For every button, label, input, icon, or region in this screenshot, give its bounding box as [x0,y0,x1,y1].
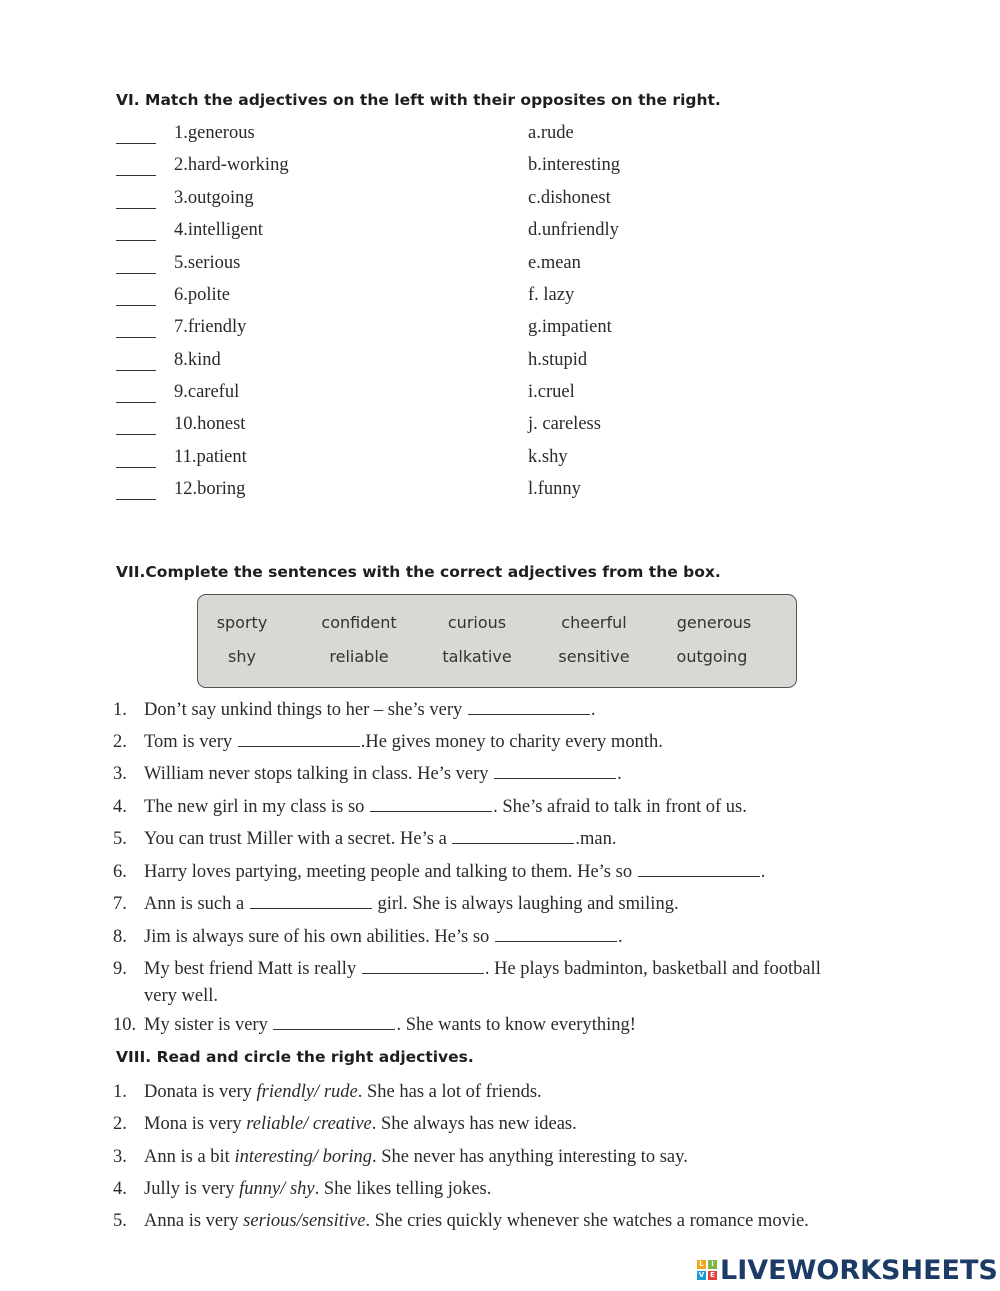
box-word: confident [321,613,397,632]
right-adjective: d.unfriendly [528,220,619,240]
sentence-text: Ann is a bit [144,1147,235,1167]
sentence [144,829,617,850]
box-word: cheerful [561,613,627,632]
right-adjective: b.interesting [528,155,620,175]
left-adjective: 2.hard-working [174,155,289,175]
section-8-heading: VIII. Read and circle the right adjectives. [116,1048,474,1066]
answer-blank[interactable] [116,142,156,144]
sentence-number: 6. [113,862,127,882]
box-word: sporty [216,613,268,632]
item-number: 5. [113,1211,127,1231]
circle-sentence [144,1082,542,1103]
fill-blank[interactable] [452,829,574,844]
sentence [144,700,596,721]
sentence-text: Harry loves partying, meeting people and talking to them. He’s so [144,862,637,882]
section-7-heading: VII.Complete the sentences with the correct adjectives from the box. [116,563,721,581]
item-number: 3. [113,1147,127,1167]
answer-blank[interactable] [116,207,156,209]
fill-blank[interactable] [273,1015,395,1030]
sentence-text: .He gives money to charity every month. [360,732,663,752]
left-adjective: 8.kind [174,350,221,370]
sentence [144,797,747,818]
sentence-text: .man. [575,829,617,849]
logo-text: LIVEWORKSHEETS [720,1254,998,1286]
right-adjective: i.cruel [528,382,575,402]
box-word: curious [447,613,507,632]
adjective-options[interactable]: friendly/ rude [256,1082,358,1102]
sentence-text: . [590,700,596,720]
sentence-number: 8. [113,927,127,947]
box-word: outgoing [676,647,748,666]
sentence-number: 9. [113,959,127,979]
circle-sentence [144,1211,809,1232]
left-adjective: 12.boring [174,479,246,499]
item-number: 1. [113,1082,127,1102]
answer-blank[interactable] [116,401,156,403]
logo-mark-icon [697,1260,717,1280]
sentence-number: 3. [113,764,127,784]
left-adjective: 5.serious [174,253,241,273]
sentence-number: 7. [113,894,127,914]
right-adjective: g.impatient [528,317,612,337]
word-box [197,594,797,688]
sentence-text: Mona is very [144,1114,247,1134]
circle-sentence [144,1114,577,1135]
sentence-text: Jim is always sure of his own abilities. He’s so [144,927,494,947]
adjective-options[interactable]: serious/sensitive [243,1211,366,1231]
logo-mark-tile: V [698,1271,705,1279]
answer-blank[interactable] [116,466,156,468]
item-number: 4. [113,1179,127,1199]
sentence [144,894,679,915]
box-word: sensitive [558,647,630,666]
fill-blank[interactable] [494,764,616,779]
right-adjective: k.shy [528,447,568,467]
section-6-heading: VI. Match the adjectives on the left with their opposites on the right. [116,91,721,109]
fill-blank[interactable] [362,959,484,974]
sentence [144,862,765,883]
answer-blank[interactable] [116,239,156,241]
box-word: reliable [329,647,389,666]
sentence-continuation: very well. [144,986,218,1006]
right-adjective: a.rude [528,123,574,143]
answer-blank[interactable] [116,304,156,306]
sentence-text: . She has a lot of friends. [357,1082,542,1102]
sentence-number: 4. [113,797,127,817]
adjective-options[interactable]: reliable/ creative [246,1114,372,1134]
sentence-text: Tom is very [144,732,237,752]
box-word: generous [676,613,752,632]
sentence-text: My sister is very [144,1015,273,1035]
sentence [144,927,623,948]
sentence-text: girl. She is always laughing and smiling. [372,894,679,914]
fill-blank[interactable] [468,700,590,715]
sentence-text: Anna is very [144,1211,244,1231]
right-adjective: e.mean [528,253,581,273]
left-adjective: 1.generous [174,123,255,143]
sentence-text: Ann is such a [144,894,249,914]
right-adjective: l.funny [528,479,581,499]
fill-blank[interactable] [370,797,492,812]
sentence-text: . She cries quickly whenever she watches a romance movie. [365,1211,809,1231]
circle-sentence [144,1147,688,1168]
right-adjective: j. careless [528,414,601,434]
sentence-text: . She likes telling jokes. [314,1179,492,1199]
sentence-number: 5. [113,829,127,849]
sentence-text: Jully is very [144,1179,240,1199]
right-adjective: c.dishonest [528,188,611,208]
sentence [144,1015,636,1036]
sentence-text: . She never has anything interesting to say. [372,1147,688,1167]
sentence-text: . He plays badminton, basketball and football [484,959,821,979]
fill-blank[interactable] [638,862,760,877]
box-word: talkative [442,647,512,666]
fill-blank[interactable] [495,927,617,942]
answer-blank[interactable] [116,498,156,500]
answer-blank[interactable] [116,336,156,338]
sentence-text: Don’t say unkind things to her – she’s very [144,700,467,720]
left-adjective: 9.careful [174,382,240,402]
sentence-text: You can trust Miller with a secret. He’s a [144,829,452,849]
right-adjective: h.stupid [528,350,588,370]
item-number: 2. [113,1114,127,1134]
sentence-text: . [760,862,766,882]
sentence-text: The new girl in my class is so [144,797,370,817]
answer-blank[interactable] [116,174,156,176]
left-adjective: 4.intelligent [174,220,263,240]
left-adjective: 7.friendly [174,317,247,337]
logo-mark-tile: I [708,1260,717,1269]
sentence-text: . She wants to know everything! [396,1015,636,1035]
right-adjective: f. lazy [528,285,575,305]
adjective-options[interactable]: interesting/ boring [234,1147,373,1167]
circle-sentence [144,1179,491,1200]
left-adjective: 11.patient [174,447,247,467]
sentence-text: . She’s afraid to talk in front of us. [493,797,747,817]
answer-blank[interactable] [116,433,156,435]
sentence-number: 2. [113,732,127,752]
logo-mark-tile: L [697,1260,706,1269]
answer-blank[interactable] [116,369,156,371]
answer-blank[interactable] [116,272,156,274]
sentence-text: . [617,927,623,947]
sentence-number: 10. [113,1015,137,1035]
sentence-text: William never stops talking in class. He’s very [144,764,494,784]
sentence-text: Donata is very [144,1082,257,1102]
sentence-number: 1. [113,700,127,720]
fill-blank[interactable] [238,732,360,747]
left-adjective: 3.outgoing [174,188,254,208]
sentence [144,732,663,753]
sentence-text: . She always has new ideas. [371,1114,577,1134]
sentence-text: . [617,764,622,784]
sentence [144,959,821,980]
sentence-text: My best friend Matt is really [144,959,361,979]
logo-mark-tile: E [708,1271,717,1280]
left-adjective: 6.polite [174,285,231,305]
sentence [144,764,622,785]
liveworksheets-logo [697,1253,998,1287]
fill-blank[interactable] [250,894,372,909]
box-word: shy [228,647,256,666]
left-adjective: 10.honest [174,414,246,434]
adjective-options[interactable]: funny/ shy [239,1179,315,1199]
